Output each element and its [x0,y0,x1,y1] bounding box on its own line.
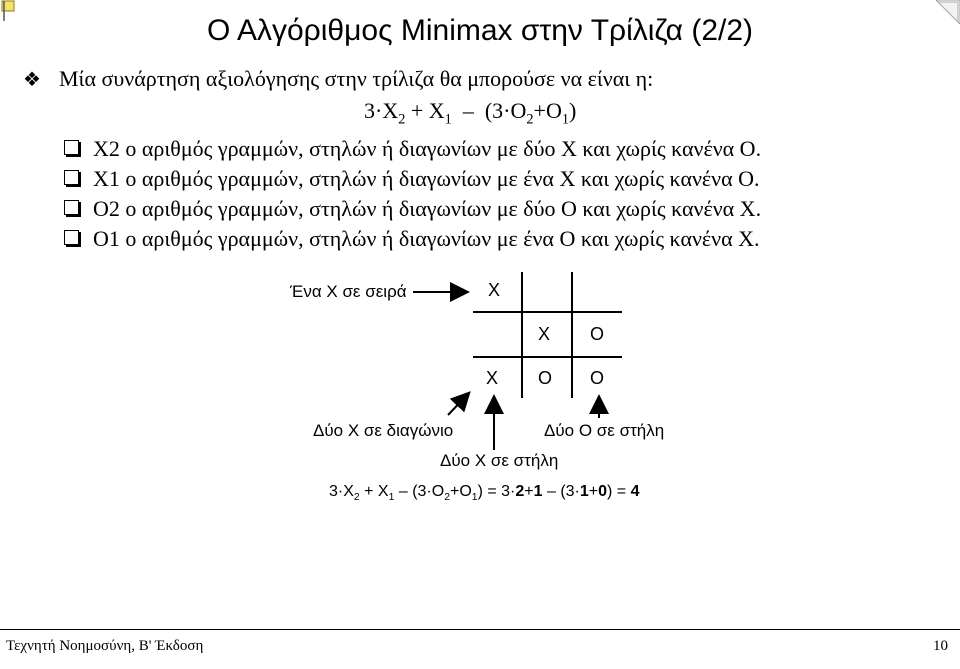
intro-text: Μία συνάρτηση αξιολόγησης στην τρίλιζα θα μπορούσε να είναι η: [59,66,654,91]
bullet-o2: O2 ο αριθμός γραμμών, στηλών ή διαγωνίων με δύο O και χωρίς κανένα X. [64,196,761,222]
cell-2-0: X [486,368,499,388]
evaluation-calculation: $3\cdot X_2 + X_1 - (3\cdot O_2+O_1) = 3\cdot 2+1 - (3\cdot 1+0) = 4$ [329,483,640,504]
label-two-x-column: Δύο X σε στήλη [440,451,559,470]
bullet-x1: X1 ο αριθμός γραμμών, στηλών ή διαγωνίων με ένα X και χωρίς κανένα O. [64,166,760,192]
bullet-o1: O1 ο αριθμός γραμμών, στηλών ή διαγωνίων με ένα O και χωρίς κανένα X. [64,226,760,252]
cell-2-2: O [590,368,605,388]
bullet-x2: X2 ο αριθμός γραμμών, στηλών ή διαγωνίων με δύο X και χωρίς κανένα O. [64,136,761,162]
label-two-x-diagonal: Δύο X σε διαγώνιο [313,421,454,440]
cell-2-1: O [538,368,553,388]
cell-1-1: X [538,324,551,344]
evaluation-formula: $3\cdot X_2 + X_1 - (3\cdot O_2+O_1)$ [364,98,577,128]
slide-title: Ο Αλγόριθμος Minimax στην Τρίλιζα (2/2) [206,14,754,47]
footer-divider [0,629,960,630]
diamond-bullet-icon: ❖ [23,69,41,91]
cell-1-2: O [590,324,605,344]
footer-book-title: Τεχνητή Νοημοσύνη, B' Έκδοση [6,638,204,654]
page-number: 10 [933,638,948,654]
arrow-diagonal [448,394,468,415]
label-two-o-column: Δύο O σε στήλη [544,421,665,440]
cell-0-0: X [488,280,501,300]
label-one-x-row: Ένα X σε σειρά [290,282,407,301]
